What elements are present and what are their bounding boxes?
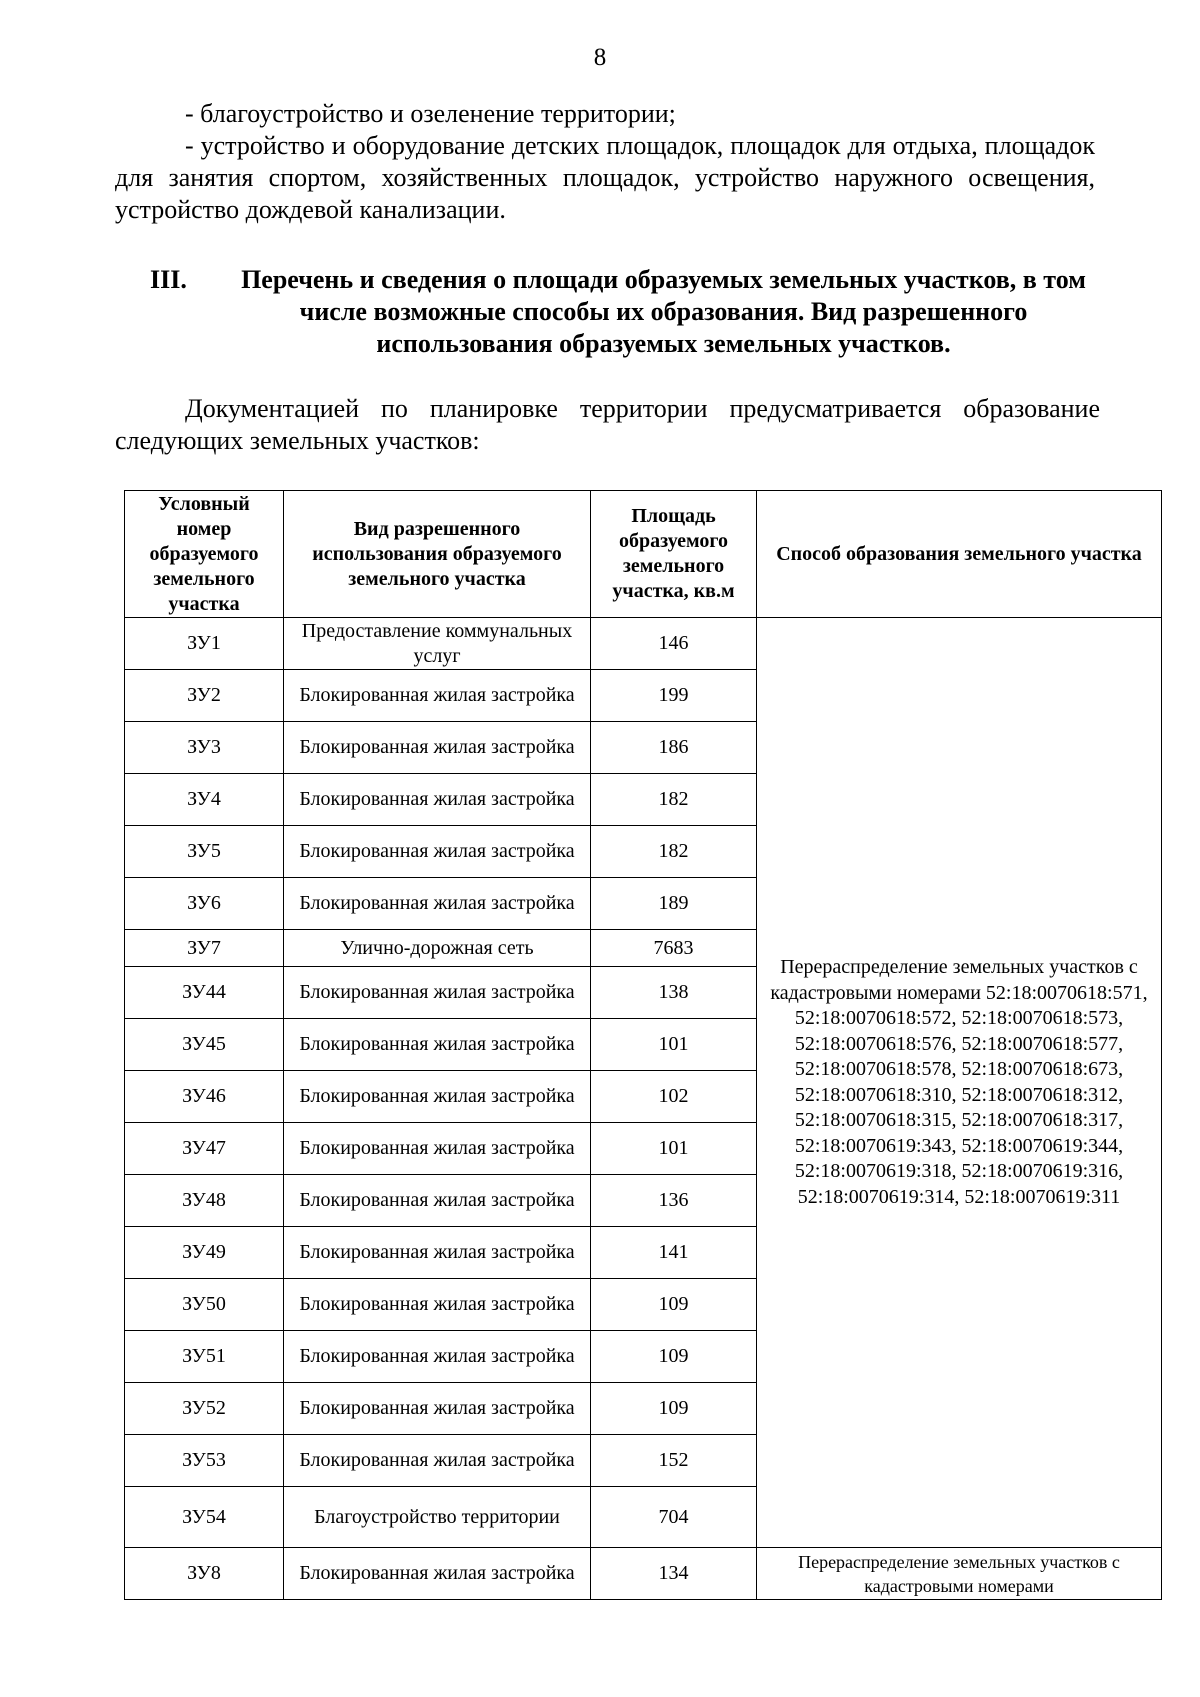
plot-number-cell: ЗУ51 <box>125 1331 284 1383</box>
land-plots-table <box>124 490 1162 1600</box>
permitted-use-cell: Блокированная жилая застройка <box>284 1331 591 1383</box>
plot-number-cell: ЗУ44 <box>125 967 284 1019</box>
permitted-use-cell: Блокированная жилая застройка <box>284 826 591 878</box>
area-cell: 182 <box>591 826 757 878</box>
permitted-use-cell: Блокированная жилая застройка <box>284 1548 591 1600</box>
header-area: Площадь образуемого земельного участка, кв.м <box>591 491 757 618</box>
area-cell: 109 <box>591 1279 757 1331</box>
lead-paragraph <box>115 393 1100 457</box>
area-cell: 704 <box>591 1487 757 1548</box>
area-cell: 7683 <box>591 930 757 967</box>
plot-number-cell: ЗУ54 <box>125 1487 284 1548</box>
formation-method-cell: Перераспределение земельных участков с кадастровыми номерами 52:18:0070618:571, 52:18:0070618:572, 52:18:0070618:573, 52:18:0070618:576, 52:18:0070618:577, 52:18:0070618:578, 52:18:0070618:673, 52:18:0070618:310, 52:18:0070618:312, 52:18:0070618:315, 52:18:0070618:317, 52:18:0070619:343, 52:18:0070619:344, 52:18:0070619:318, 52:18:0070619:316, 52:18:0070619:314, 52:18:0070619:311 <box>757 618 1162 1548</box>
formation-method-cell: Перераспределение земельных участков с кадастровыми номерами <box>757 1548 1162 1600</box>
area-cell: 182 <box>591 774 757 826</box>
permitted-use-cell: Блокированная жилая застройка <box>284 1227 591 1279</box>
plot-number-cell: ЗУ5 <box>125 826 284 878</box>
table-body <box>125 618 1162 1600</box>
section-heading <box>150 264 1105 360</box>
permitted-use-cell: Предоставление коммунальных услуг <box>284 618 591 670</box>
plot-number-cell: ЗУ46 <box>125 1071 284 1123</box>
area-cell: 141 <box>591 1227 757 1279</box>
area-cell: 109 <box>591 1331 757 1383</box>
permitted-use-cell: Блокированная жилая застройка <box>284 1123 591 1175</box>
permitted-use-cell: Блокированная жилая застройка <box>284 1435 591 1487</box>
plot-number-cell: ЗУ49 <box>125 1227 284 1279</box>
plot-number-cell: ЗУ50 <box>125 1279 284 1331</box>
area-cell: 138 <box>591 967 757 1019</box>
plot-number-cell: ЗУ48 <box>125 1175 284 1227</box>
plot-number-cell: ЗУ45 <box>125 1019 284 1071</box>
area-cell: 102 <box>591 1071 757 1123</box>
permitted-use-cell: Блокированная жилая застройка <box>284 1071 591 1123</box>
plot-number-cell: ЗУ3 <box>125 722 284 774</box>
lead-text: Документацией по планировке территории предусматривается образование следующих земельных участков: <box>115 394 1100 455</box>
plot-number-cell: ЗУ53 <box>125 1435 284 1487</box>
header-permitted-use: Вид разрешенного использования образуемого земельного участка <box>284 491 591 618</box>
plot-number-cell: ЗУ52 <box>125 1383 284 1435</box>
page-number: 8 <box>593 44 607 71</box>
intro-item: - устройство и оборудование детских площадок, площадок для отдыха, площадок для занятия спортом, хозяйственных площадок, устройство наружного освещения, устройство дождевой канализации. <box>115 131 1095 224</box>
permitted-use-cell: Блокированная жилая застройка <box>284 722 591 774</box>
plot-number-cell: ЗУ4 <box>125 774 284 826</box>
area-cell: 134 <box>591 1548 757 1600</box>
intro-list <box>115 98 1095 226</box>
header-plot-number: Условный номер образуемого земельного участка <box>125 491 284 618</box>
area-cell: 101 <box>591 1123 757 1175</box>
section-number: III. <box>150 265 187 294</box>
permitted-use-cell: Блокированная жилая застройка <box>284 1383 591 1435</box>
area-cell: 189 <box>591 878 757 930</box>
permitted-use-cell: Блокированная жилая застройка <box>284 1175 591 1227</box>
area-cell: 199 <box>591 670 757 722</box>
section-title: Перечень и сведения о площади образуемых земельных участков, в том числе возможные способы их образования. Вид разрешенного использования образуемых земельных участков. <box>241 265 1086 358</box>
area-cell: 152 <box>591 1435 757 1487</box>
plot-number-cell: ЗУ1 <box>125 618 284 670</box>
table-header-row <box>125 491 1162 618</box>
table-row <box>125 618 1162 670</box>
plot-number-cell: ЗУ2 <box>125 670 284 722</box>
area-cell: 101 <box>591 1019 757 1071</box>
header-formation-method: Способ образования земельного участка <box>757 491 1162 618</box>
permitted-use-cell: Благоустройство территории <box>284 1487 591 1548</box>
area-cell: 186 <box>591 722 757 774</box>
area-cell: 146 <box>591 618 757 670</box>
permitted-use-cell: Блокированная жилая застройка <box>284 1279 591 1331</box>
permitted-use-cell: Блокированная жилая застройка <box>284 774 591 826</box>
permitted-use-cell: Блокированная жилая застройка <box>284 670 591 722</box>
permitted-use-cell: Блокированная жилая застройка <box>284 967 591 1019</box>
table-row <box>125 1548 1162 1600</box>
plot-number-cell: ЗУ8 <box>125 1548 284 1600</box>
intro-item: - благоустройство и озеленение территории; <box>185 99 676 128</box>
plot-number-cell: ЗУ7 <box>125 930 284 967</box>
plot-number-cell: ЗУ6 <box>125 878 284 930</box>
area-cell: 109 <box>591 1383 757 1435</box>
plot-number-cell: ЗУ47 <box>125 1123 284 1175</box>
permitted-use-cell: Блокированная жилая застройка <box>284 1019 591 1071</box>
area-cell: 136 <box>591 1175 757 1227</box>
permitted-use-cell: Улично-дорожная сеть <box>284 930 591 967</box>
permitted-use-cell: Блокированная жилая застройка <box>284 878 591 930</box>
